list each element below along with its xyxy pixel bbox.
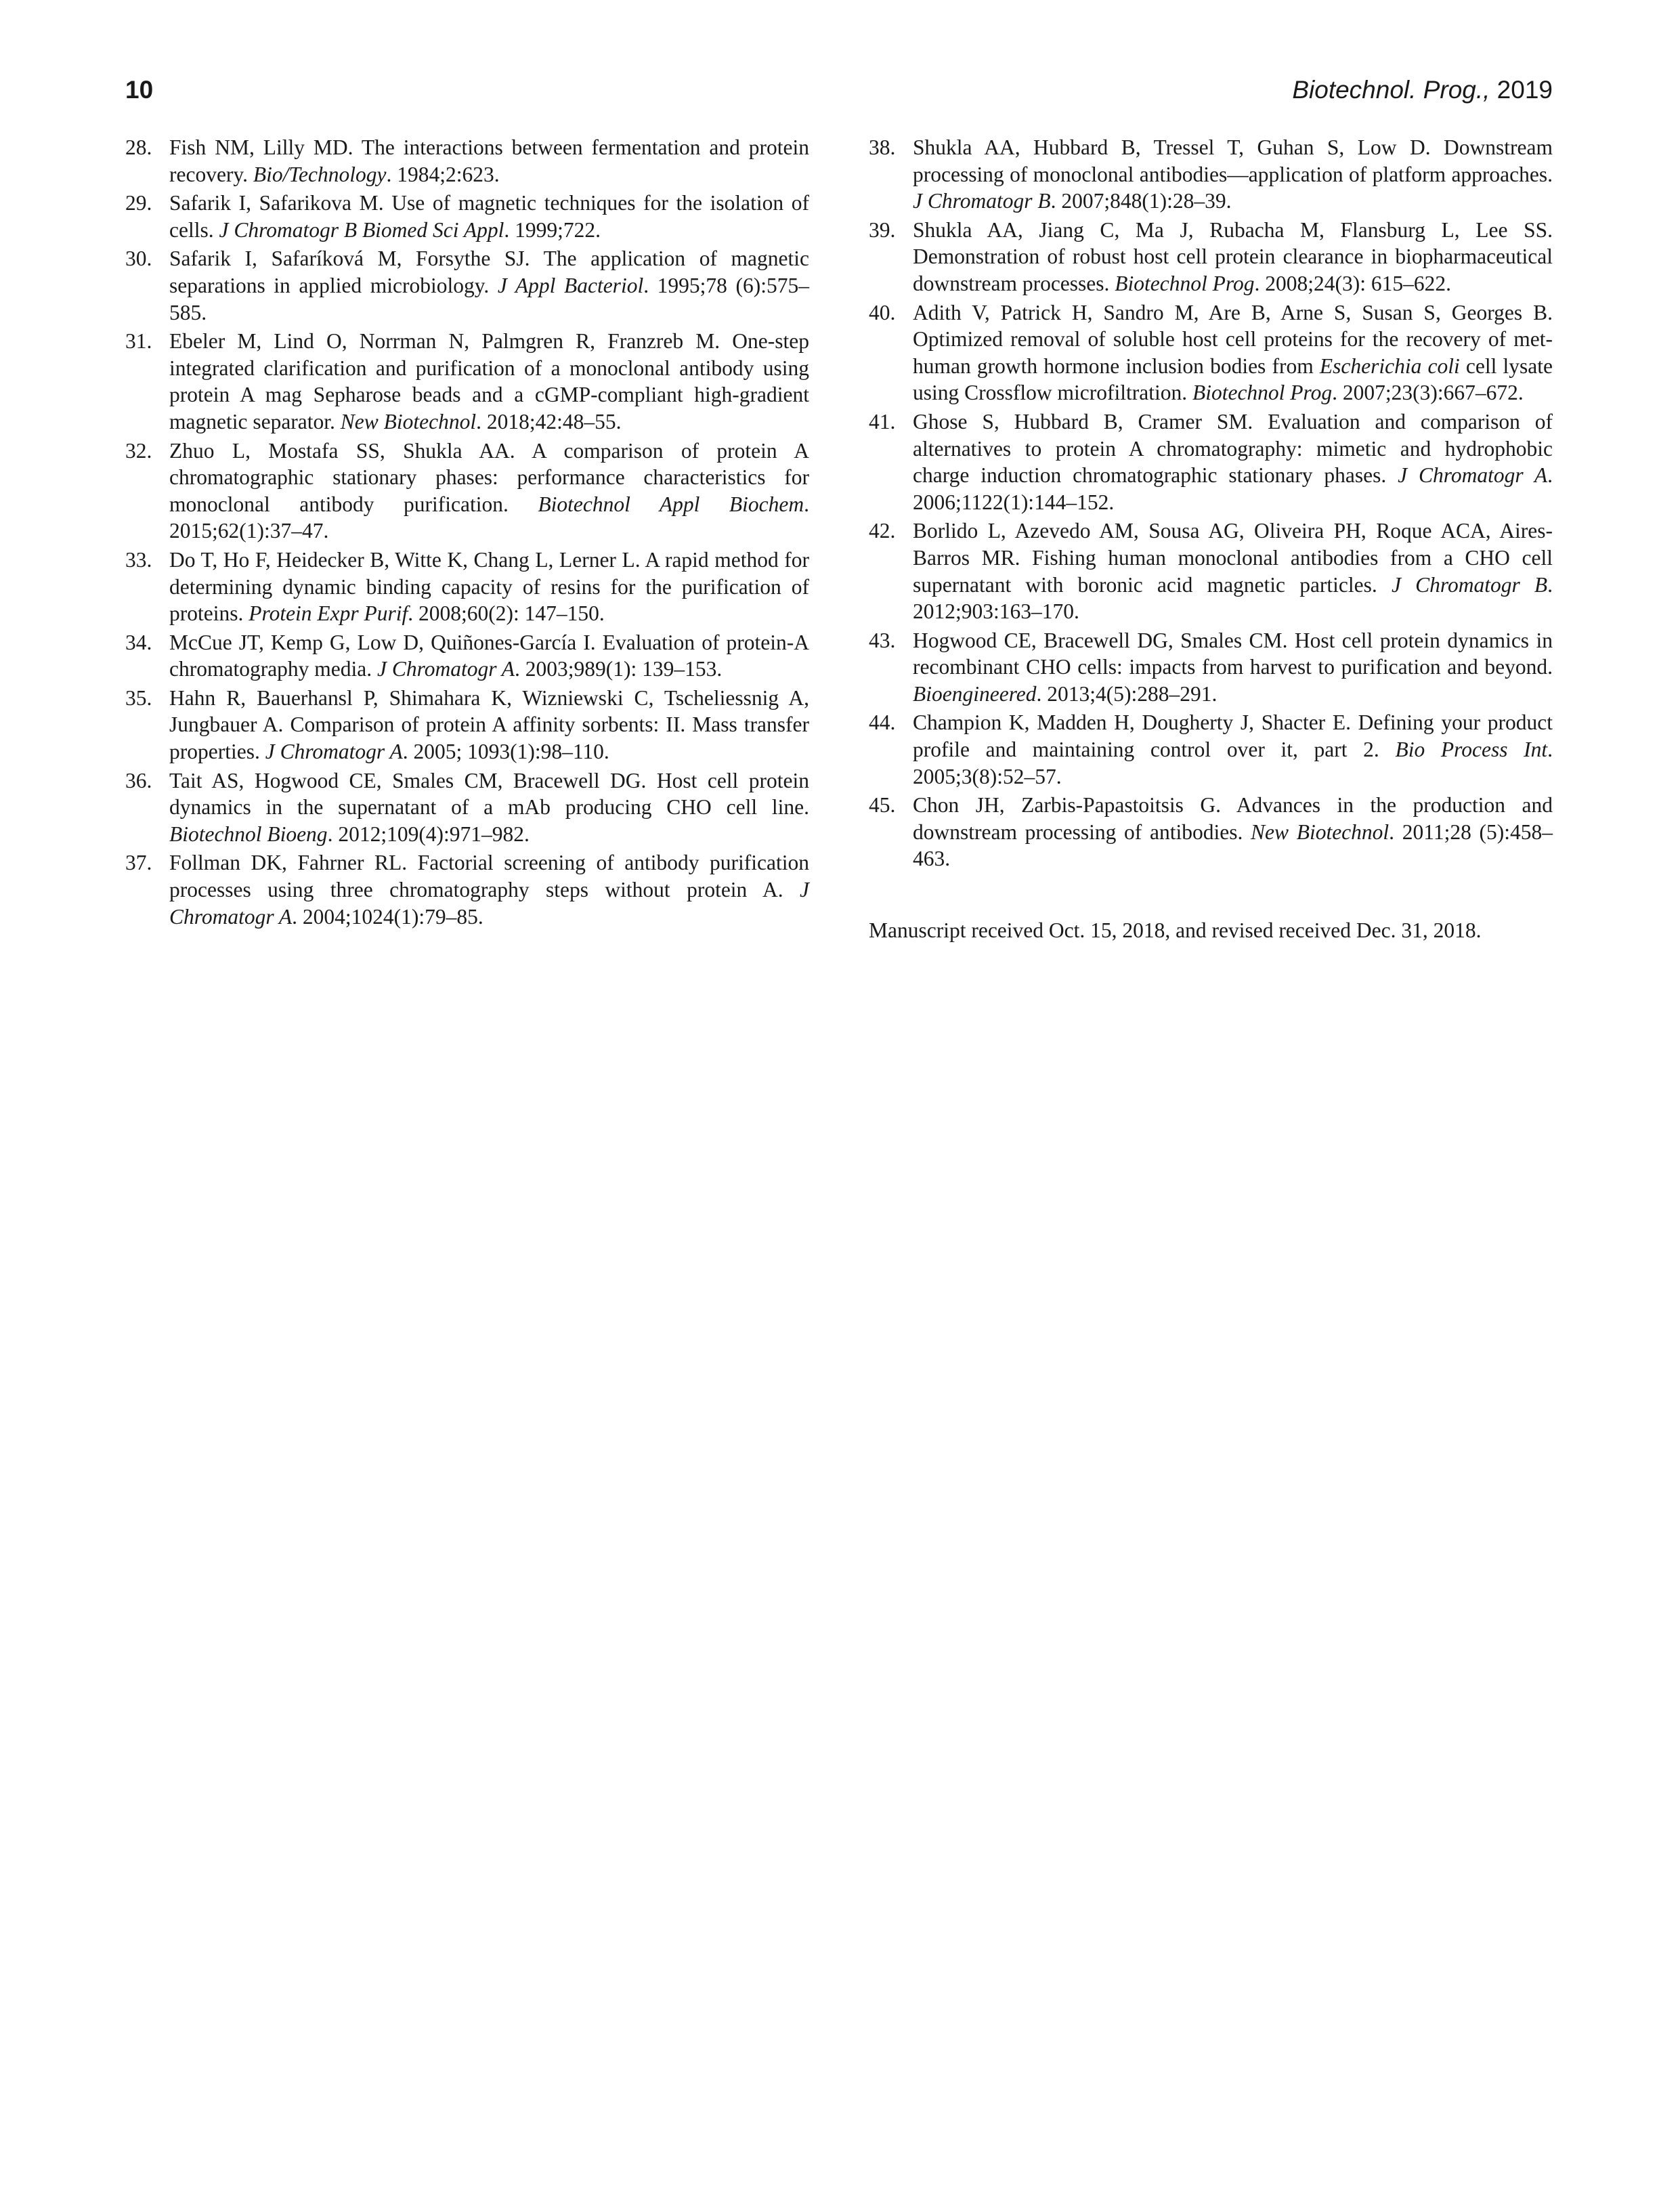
reference-item bbox=[869, 517, 1553, 624]
reference-journal: J Chromatogr B bbox=[913, 189, 1051, 213]
reference-text: . 2004;1024(1):79–85. bbox=[292, 904, 483, 929]
reference-item bbox=[125, 438, 809, 545]
reference-journal: Bio/Technology bbox=[253, 162, 387, 186]
reference-text: . 2003;989(1): 139–153. bbox=[515, 657, 723, 681]
manuscript-received-note: Manuscript received Oct. 15, 2018, and revised received Dec. 31, 2018. bbox=[869, 918, 1482, 943]
reference-journal: J Chromatogr B Biomed Sci Appl bbox=[219, 217, 504, 242]
reference-text: Borlido L, Azevedo AM, Sousa AG, Oliveira PH, Roque ACA, Aires-Barros MR. Fishing human monoclonal antibodies from a CHO cell supernatant with boronic acid magnetic particles. bbox=[913, 519, 1553, 597]
reference-text: Hogwood CE, Bracewell DG, Smales CM. Host cell protein dynamics in recombinant CHO cells: impacts from harvest to purification and beyond. bbox=[913, 628, 1553, 679]
reference-journal: J Chromatogr A bbox=[1398, 463, 1548, 488]
reference-item bbox=[869, 792, 1553, 872]
reference-journal: Biotechnol Appl Biochem bbox=[538, 492, 804, 516]
reference-number: 37. bbox=[125, 851, 152, 875]
reference-text: . 2008;60(2): 147–150. bbox=[408, 601, 605, 626]
reference-journal: Escherichia coli bbox=[1319, 354, 1460, 378]
reference-text: Tait AS, Hogwood CE, Smales CM, Bracewell DG. Host cell protein dynamics in the supernatant of a mAb producing CHO cell line. bbox=[169, 768, 809, 820]
reference-journal: J Chromatogr A bbox=[377, 657, 515, 681]
reference-number: 41. bbox=[869, 409, 896, 433]
reference-number: 40. bbox=[869, 300, 896, 324]
reference-text: . 2006;1122(1):144–152. bbox=[913, 463, 1553, 514]
reference-text: McCue JT, Kemp G, Low D, Quiñones-García I. Evaluation of protein-A chromatography media. bbox=[169, 630, 809, 681]
reference-text: . 2011;28 (5):458–463. bbox=[913, 820, 1553, 871]
reference-text: Ebeler M, Lind O, Norrman N, Palmgren R, Franzreb M. One-step integrated clarification and purification of a monoclonal antibody using protein A mag Sepharose beads and a cGMP-compliant high-gradient magnetic separator. bbox=[169, 329, 809, 433]
reference-item bbox=[125, 328, 809, 435]
reference-text: . 2015;62(1):37–47. bbox=[169, 492, 809, 543]
reference-text: Champion K, Madden H, Dougherty J, Shacter E. Defining your product profile and maintaining control over it, part 2. bbox=[913, 710, 1553, 762]
reference-text: . 2005; 1093(1):98–110. bbox=[402, 740, 609, 764]
reference-item bbox=[125, 190, 809, 243]
reference-text: . 2012;903:163–170. bbox=[913, 572, 1553, 624]
left-column bbox=[125, 134, 809, 932]
page-number: 10 bbox=[125, 76, 154, 104]
reference-text: . 2007;848(1):28–39. bbox=[1050, 189, 1232, 213]
reference-text: . 2012;109(4):971–982. bbox=[327, 822, 530, 846]
reference-number: 38. bbox=[869, 135, 896, 159]
reference-text: Fish NM, Lilly MD. The interactions between fermentation and protein recovery. bbox=[169, 135, 809, 186]
reference-number: 34. bbox=[125, 630, 152, 654]
reference-item bbox=[125, 245, 809, 326]
reference-number: 35. bbox=[125, 685, 152, 710]
reference-text: . 1999;722. bbox=[504, 217, 601, 242]
reference-number: 30. bbox=[125, 247, 152, 271]
reference-journal: J Appl Bacteriol bbox=[497, 273, 644, 297]
reference-journal: J Chromatogr B bbox=[1391, 572, 1548, 597]
reference-number: 36. bbox=[125, 768, 152, 792]
reference-number: 43. bbox=[869, 628, 896, 652]
reference-item bbox=[125, 134, 809, 188]
reference-text: . 2007;23(3):667–672. bbox=[1332, 381, 1524, 405]
reference-item bbox=[125, 547, 809, 627]
reference-item bbox=[869, 408, 1553, 515]
reference-text: Hahn R, Bauerhansl P, Shimahara K, Wizniewski C, Tscheliessnig A, Jungbauer A. Comparison of protein A affinity sorbents: II. Mass transfer properties. bbox=[169, 685, 809, 764]
reference-number: 45. bbox=[869, 793, 896, 818]
reference-number: 29. bbox=[125, 191, 152, 215]
reference-journal: Biotechnol Prog bbox=[1115, 271, 1255, 295]
reference-text: Shukla AA, Jiang C, Ma J, Rubacha M, Flansburg L, Lee SS. Demonstration of robust host cell protein clearance in biopharmaceutical downstream processes. bbox=[913, 217, 1553, 295]
page-header bbox=[125, 76, 1553, 116]
reference-number: 32. bbox=[125, 438, 152, 463]
reference-text: Safarik I, Safaríková M, Forsythe SJ. The application of magnetic separations in applied microbiology. bbox=[169, 247, 809, 297]
reference-journal: Bioengineered bbox=[913, 681, 1037, 706]
reference-item bbox=[869, 217, 1553, 297]
reference-number: 28. bbox=[125, 135, 152, 159]
reference-text: Safarik I, Safarikova M. Use of magnetic techniques for the isolation of cells. bbox=[169, 191, 809, 242]
reference-list-left bbox=[125, 134, 809, 930]
reference-journal: Bio Process Int bbox=[1395, 738, 1548, 762]
reference-journal: Protein Expr Purif bbox=[249, 601, 408, 626]
right-column bbox=[869, 134, 1553, 965]
reference-text: Zhuo L, Mostafa SS, Shukla AA. A comparison of protein A chromatographic stationary phases: performance characteristics for monoclonal antibody purification. bbox=[169, 438, 809, 516]
reference-number: 44. bbox=[869, 710, 896, 735]
running-head bbox=[1292, 76, 1553, 104]
reference-list-right bbox=[869, 134, 1553, 872]
reference-item bbox=[869, 709, 1553, 790]
reference-item bbox=[869, 134, 1553, 215]
reference-text: . 2013;4(5):288–291. bbox=[1036, 681, 1218, 706]
running-head-year: 2019 bbox=[1490, 76, 1553, 104]
reference-journal: New Biotechnol bbox=[1251, 820, 1390, 844]
running-head-journal: Biotechnol. Prog., bbox=[1292, 76, 1490, 104]
reference-journal: J Chromatogr A bbox=[169, 878, 809, 929]
reference-number: 31. bbox=[125, 329, 152, 354]
reference-text: Chon JH, Zarbis-Papastoitsis G. Advances in the production and downstream processing of antibodies. bbox=[913, 793, 1553, 844]
reference-item bbox=[869, 299, 1553, 406]
reference-text: Ghose S, Hubbard B, Cramer SM. Evaluation and comparison of alternatives to protein A chromatography: mimetic and hydrophobic charge induction chromatographic stationary phases. bbox=[913, 409, 1553, 488]
reference-number: 33. bbox=[125, 547, 152, 572]
reference-journal: New Biotechnol bbox=[340, 409, 477, 433]
reference-text: . 2018;42:48–55. bbox=[476, 409, 622, 433]
reference-item bbox=[869, 627, 1553, 708]
reference-journal: J Chromatogr A bbox=[265, 740, 403, 764]
reference-journal: Biotechnol Bioeng bbox=[169, 822, 328, 846]
reference-text: Shukla AA, Hubbard B, Tressel T, Guhan S, Low D. Downstream processing of monoclonal antibodies—application of platform approaches. bbox=[913, 135, 1553, 186]
reference-text: Follman DK, Fahrner RL. Factorial screening of antibody purification processes using three chromatography steps without protein A. bbox=[169, 851, 809, 902]
reference-item bbox=[125, 767, 809, 848]
reference-text: . 1995;78 (6):575–585. bbox=[169, 273, 810, 324]
reference-item bbox=[125, 685, 809, 765]
reference-text: Adith V, Patrick H, Sandro M, Are B, Arne S, Susan S, Georges B. Optimized removal of soluble host cell proteins for the recovery of met-human growth hormone inclusion bodies from bbox=[913, 300, 1553, 378]
reference-item bbox=[125, 849, 809, 930]
reference-number: 39. bbox=[869, 217, 896, 242]
reference-number: 42. bbox=[869, 519, 896, 543]
reference-text: cell lysate using Crossflow microfiltration. bbox=[913, 354, 1553, 405]
reference-text: . 2008;24(3): 615–622. bbox=[1254, 271, 1451, 295]
reference-text: . 1984;2:623. bbox=[386, 162, 500, 186]
reference-text: Do T, Ho F, Heidecker B, Witte K, Chang L, Lerner L. A rapid method for determining dynamic binding capacity of resins for the purification of proteins. bbox=[169, 547, 809, 626]
reference-item bbox=[125, 629, 809, 683]
reference-journal: Biotechnol Prog bbox=[1192, 381, 1333, 405]
reference-text: . 2005;3(8):52–57. bbox=[913, 738, 1553, 788]
